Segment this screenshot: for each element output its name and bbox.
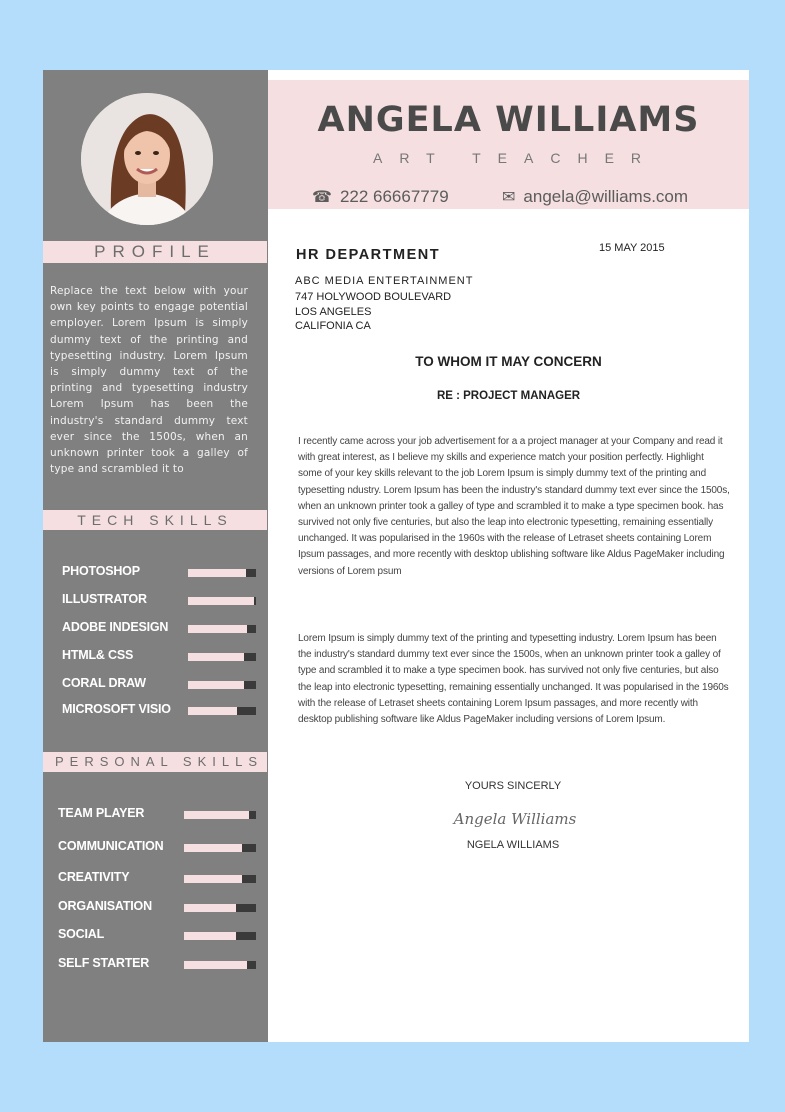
skill-row <box>58 899 256 917</box>
closing: YOURS SINCERLY <box>464 780 562 792</box>
skill-row <box>62 620 256 638</box>
job-title: ART TEACHER <box>372 150 659 166</box>
email-address: angela@williams.com <box>523 187 689 206</box>
profile-heading: PROFILE <box>43 241 267 263</box>
skill-label: CREATIVITY <box>58 870 130 884</box>
profile-photo <box>81 93 213 225</box>
skill-row <box>62 564 256 582</box>
letter-paragraph-1: I recently came across your job advertisement for a a project manager at your Company and read it with great interest, as I believe my skills and experience match your position perfectly. Highlight some of your key skills relevant to the job Lorem Ipsum is simply dummy text of the printing and typesetting ndustry. Lorem Ipsum has been the industry's standard dummy text ever since the 1500s, when an unknown printer took a galley of type and scrambled it to make a type specimen book. has survived not only five centuries, but also the leap into electronic typesetting, remaining essentially unchanged. It was popularised in the 1960s with the release of Letraset sheets containing Lorem Ipsum passages, and more recently with desktop ublishing software like Aldus PageMaker including versions of Lorem psum <box>298 436 730 577</box>
letter-paragraph-2: Lorem Ipsum is simply dummy text of the printing and typesetting industry. Lorem Ipsum has been the industry's standard dummy text ever since the 1500s, when an unknown printer took a galley of type and scrambled it to make a type specimen book. has survived not only five centuries, but also the leap into electronic typesetting, remaining essentially unchanged. It was popularised in the 1960s with the release of Letraset sheets containing Lorem Ipsum passages, and more recently with desktop publishing software like Aldus PageMaker including versions of Lorem Ipsum. <box>298 633 729 726</box>
skill-level-bar <box>184 875 256 883</box>
skill-level-fill <box>188 569 246 577</box>
skill-label: CORAL DRAW <box>62 676 146 690</box>
skill-level-fill <box>188 625 247 633</box>
phone-number: 222 66667779 <box>339 187 449 206</box>
skill-level-bar <box>184 932 256 940</box>
skill-label: SOCIAL <box>58 927 105 941</box>
skill-level-fill <box>184 961 247 969</box>
skill-label: ADOBE INDESIGN <box>62 620 169 634</box>
skill-level-bar <box>184 811 256 819</box>
skill-row <box>58 927 256 945</box>
email-contact <box>502 187 688 207</box>
skill-level-bar <box>184 904 256 912</box>
salutation: TO WHOM IT MAY CONCERN <box>415 354 602 369</box>
envelope-icon: ✉ <box>502 189 516 206</box>
address-line: ABC MEDIA ENTERTAINMENT <box>295 275 474 287</box>
subject-line: RE : PROJECT MANAGER <box>436 390 581 402</box>
skill-level-bar <box>188 625 256 633</box>
skill-level-fill <box>184 932 236 940</box>
address-line: 747 HOLYWOOD BOULEVARD <box>295 291 452 303</box>
signed-name: NGELA WILLIAMS <box>466 839 560 851</box>
recipient-department: HR DEPARTMENT <box>296 247 441 263</box>
skill-level-bar <box>188 681 256 689</box>
skill-level-fill <box>188 707 237 715</box>
skill-level-fill <box>184 811 249 819</box>
personal-skills-heading-text: PERSONAL SKILLS <box>54 754 263 769</box>
skill-label: SELF STARTER <box>58 956 150 970</box>
skill-level-bar <box>184 961 256 969</box>
skill-row <box>58 806 256 824</box>
skill-level-bar <box>188 707 256 715</box>
skill-level-fill <box>188 597 254 605</box>
phone-icon: ☎ <box>312 189 332 206</box>
skill-row <box>62 648 256 666</box>
skill-level-bar <box>184 844 256 852</box>
skill-row <box>62 676 256 694</box>
skill-label: COMMUNICATION <box>58 839 164 853</box>
letter-date: 15 MAY 2015 <box>599 242 665 254</box>
skill-label: PHOTOSHOP <box>62 564 140 578</box>
profile-text: Replace the text below with your own key points to engage potential employer. Lorem Ipsum is simply dummy text of the printing and typesetting industry. Lorem Ipsum is simply dummy text of the printing and typesetting industry Lorem Ipsum has been the industry's standard dummy text ever since the 1500s, when an unknown printer took a galley of type and scrambled it to <box>50 285 248 476</box>
skill-row <box>58 870 256 888</box>
sidebar <box>43 70 268 1042</box>
candidate-name: ANGELA WILLIAMS <box>317 100 700 140</box>
resume-page <box>43 70 749 1042</box>
skill-row <box>62 592 256 610</box>
personal-skills-heading <box>43 752 267 772</box>
skill-label: TEAM PLAYER <box>58 806 145 820</box>
address-line: CALIFONIA CA <box>295 320 371 332</box>
address-line: LOS ANGELES <box>295 306 372 318</box>
skill-level-fill <box>188 681 244 689</box>
skill-row <box>62 702 256 720</box>
skill-row <box>58 956 256 974</box>
skill-label: ILLUSTRATOR <box>62 592 147 606</box>
header-band <box>268 80 749 209</box>
skill-label: MICROSOFT VISIO <box>62 702 171 716</box>
skill-level-bar <box>188 569 256 577</box>
skill-label: HTML& CSS <box>62 648 134 662</box>
skill-row <box>58 839 256 857</box>
skill-level-bar <box>188 597 256 605</box>
skill-level-fill <box>184 875 242 883</box>
signature: Angela Williams <box>453 810 577 828</box>
skill-level-fill <box>184 904 236 912</box>
tech-skills-heading: TECH SKILLS <box>43 510 267 530</box>
phone-contact <box>312 187 449 207</box>
skill-level-fill <box>184 844 242 852</box>
skill-level-bar <box>188 653 256 661</box>
skill-level-fill <box>188 653 244 661</box>
skill-label: ORGANISATION <box>58 899 152 913</box>
